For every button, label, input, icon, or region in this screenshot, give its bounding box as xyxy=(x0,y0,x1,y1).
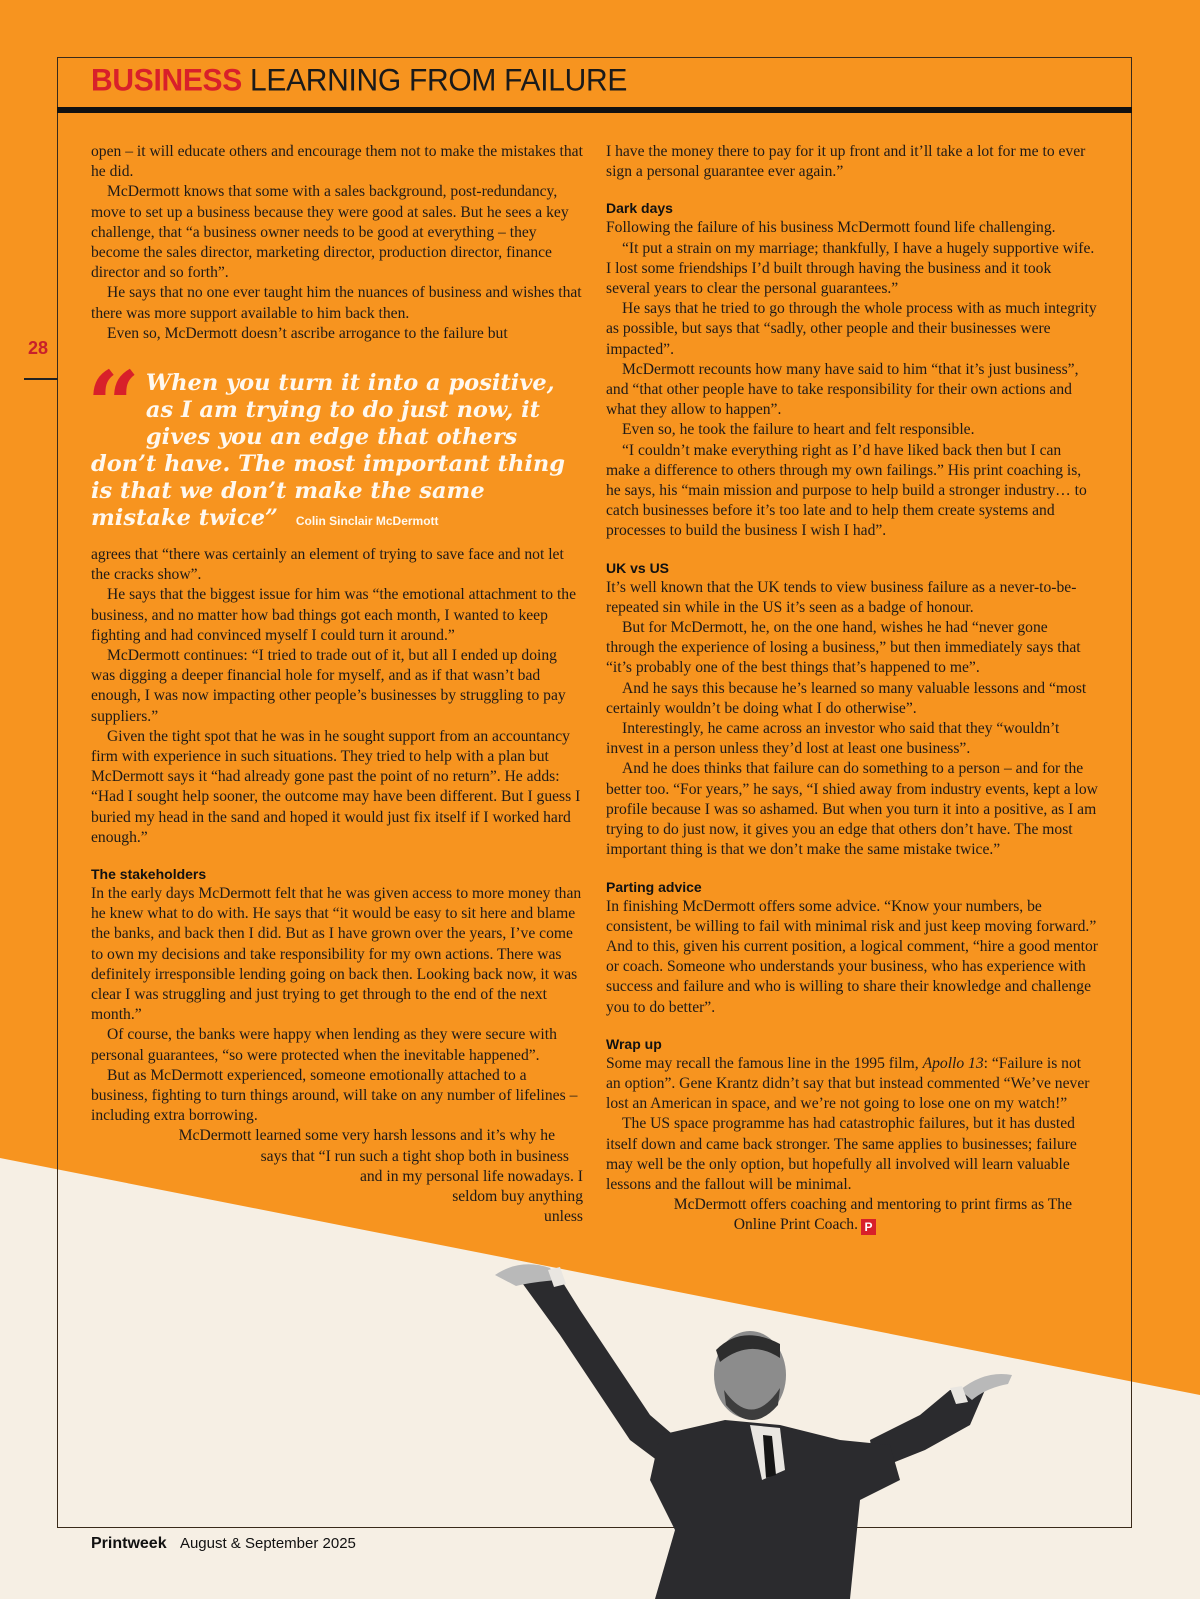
quote-mark-icon: “ xyxy=(87,351,140,459)
body-paragraph: Following the failure of his business McDermott found life challenging. xyxy=(606,219,1056,237)
text-run: : “Failure is not an option”. Gene Krantz didn’t say that but instead commented “We’ve never lost an American in space, and we’re not going to lose one on my watch!” xyxy=(606,1054,1090,1113)
body-paragraph: McDermott continues: “I tried to trade out of it, but all I ended up doing was digging a deeper financial hole for myself, and as if that wasn’t bad enough, I was now impacting other people’s businesses by struggling to pay suppliers.” xyxy=(91,647,566,725)
body-paragraph: He says that the biggest issue for him was “the emotional attachment to the business, and no matter how bad things got each month, I wanted to keep fighting and had convinced myself I could turn it around.” xyxy=(91,586,576,644)
body-paragraph: It’s well known that the UK tends to view business failure as a never-to-be-repeated sin while in the US it’s seen as a badge of honour. xyxy=(606,578,1077,616)
column-1-bottom xyxy=(91,545,583,1228)
body-paragraph: He says that he tried to go through the whole process with as much integrity as possible, but says that “sadly, other people and their businesses were impacted”. xyxy=(606,300,1097,358)
body-paragraph xyxy=(606,1054,1098,1115)
body-paragraph: The US space programme has had catastrophic failures, but it has dusted itself down and came back stronger. The same applies to businesses; failure may well be the only option, but hopefully all involved will learn valuable lessons and the fallout will be minimal. xyxy=(606,1115,1077,1193)
printweek-end-mark-icon: P xyxy=(861,1219,876,1235)
body-paragraph: Of course, the banks were happy when lending as they were secure with personal guarantees, “so were protected when the inevitable happened”. xyxy=(91,1026,557,1064)
subheading-wrap-up: Wrap up xyxy=(606,1035,662,1052)
body-paragraph: Even so, he took the failure to heart and felt responsible. xyxy=(622,421,975,439)
frame-right-line xyxy=(1131,57,1132,1527)
frame-top-line xyxy=(57,57,1132,58)
subheading-parting-advice: Parting advice xyxy=(606,878,702,895)
page-number: 28 xyxy=(28,338,49,358)
section-label: BUSINESS xyxy=(91,63,242,98)
film-title: Apollo 13 xyxy=(922,1054,984,1072)
text-run: Some may recall the famous line in the 1995 film, xyxy=(606,1054,923,1072)
body-paragraph: open – it will educate others and encourage them not to make the mistakes that he did. xyxy=(91,143,583,181)
subheading-dark-days: Dark days xyxy=(606,200,673,217)
pull-quote xyxy=(87,351,581,535)
body-paragraph: But as McDermott experienced, someone emotionally attached to a business, fighting to turn things around, will take on any number of lifelines – including extra borrowing. xyxy=(91,1066,578,1125)
page-number-rule xyxy=(24,378,58,380)
header-rule xyxy=(57,107,1132,113)
body-tail-line: seldom buy anything xyxy=(452,1188,583,1206)
pull-quote-text: When you turn it into a positive, as I am trying to do just now, it gives you an edge that others don’t have. The most important thing is that we don’t make the same mistake twice” xyxy=(91,370,566,531)
body-paragraph: Given the tight spot that he was in he sought support from an accountancy firm with experience in such situations. They tried to help with a plan but McDermott says it “had already gone past the point of no return”. He adds: “Had I sought help sooner, the outcome may have been different. But I guess I buried my head in the sand and hoped it would just fix itself if I worked hard enough.” xyxy=(91,727,581,846)
topic-label: LEARNING FROM FAILURE xyxy=(249,63,628,98)
closing-line: McDermott offers coaching and mentoring to print firms as The xyxy=(673,1196,1072,1214)
body-paragraph: McDermott knows that some with a sales background, post-redundancy, move to set up a business because they were good at sales. But he sees a key challenge, that “a business owner needs to be good at everything – they become the sales director, marketing director, production director, finance director and so forth”. xyxy=(91,183,569,282)
body-paragraph: In finishing McDermott offers some advice. “Know your numbers, be consistent, be willing to fail with minimal risk and just keep moving forward.” And to this, given his current position, a logical comment, “hire a good mentor or coach. Someone who understands your business, who has experience with success and failure and who is willing to share their knowledge and challenge you to do better”. xyxy=(606,897,1098,1016)
column-2 xyxy=(606,142,1098,1236)
body-paragraph: And he does thinks that failure can do something to a person – and for the better too. “For years,” he says, “I shied away from industry events, kept a low profile because I was so ashamed. But when you turn it into a positive, as I am trying to do just now, it gives you an edge that others don’t have. The most important thing is that we don’t make the same mistake twice.” xyxy=(606,760,1098,859)
section-header xyxy=(91,63,627,99)
body-paragraph: But for McDermott, he, on the one hand, wishes he had “never gone through the experience of losing a business,” but then immediately says that “it’s probably one of the best things that’s happened to me”. xyxy=(606,619,1081,677)
footer-issue: August & September 2025 xyxy=(179,1535,356,1552)
body-paragraph: And he says this because he’s learned so many valuable lessons and “most certainly wouldn’t be doing what I do otherwise”. xyxy=(606,679,1087,717)
body-tail-line: and in my personal life nowadays. I xyxy=(359,1167,583,1185)
body-paragraph: “It put a strain on my marriage; thankfully, I have a hugely supportive wife. I lost some friendships I’d built through having the business and it took several years to clear the personal guarantees.” xyxy=(606,239,1095,298)
closing-text: Online Print Coach. xyxy=(733,1216,858,1234)
body-tail-line: says that “I run such a tight shop both in business xyxy=(260,1147,569,1165)
subheading-uk-vs-us: UK vs US xyxy=(606,559,670,576)
body-paragraph: In the early days McDermott felt that he was given access to more money than he knew what to do with. He says that “it would be easy to sit here and blame the banks, and back then I did. But as I have grown over the years, I’ve come to own my decisions and take responsibility for my own actions. There was definitely irresponsible lending going on back then. Looking back now, it was clear I was struggling and just trying to get through to the end of the next month.” xyxy=(91,885,582,1024)
footer-brand: Printweek xyxy=(91,1535,167,1552)
body-paragraph: McDermott recounts how many have said to him “that it’s just business”, and “that other people have to take responsibility for their own actions and what they allow to happen”. xyxy=(606,360,1079,419)
body-paragraph: I have the money there to pay for it up front and it’ll take a lot for me to ever sign a personal guarantee ever again.” xyxy=(606,143,1086,181)
subheading-stakeholders: The stakeholders xyxy=(91,866,207,883)
column-1-top xyxy=(91,142,583,344)
pull-quote-attribution: Colin Sinclair McDermott xyxy=(295,514,439,528)
body-paragraph: He says that no one ever taught him the nuances of business and wishes that there was more support available to him back then. xyxy=(91,284,582,322)
closing-line xyxy=(606,1215,1098,1235)
body-tail-line: unless xyxy=(544,1208,583,1226)
businessman-illustration xyxy=(480,1240,1040,1599)
body-paragraph: Interestingly, he came across an investor who said that they “wouldn’t invest in a person unless they’d lost at least one business”. xyxy=(606,720,1060,758)
body-paragraph: agrees that “there was certainly an element of trying to save face and not let the cracks show”. xyxy=(91,546,564,584)
body-paragraph: “I couldn’t make everything right as I’d have liked back then but I can make a difference to others through my own failings.” His print coaching is, he says, his “main mission and purpose to help build a stronger industry… to catch businesses before it’s too late and to help them create systems and processes to build the business I wish I had”. xyxy=(606,441,1087,540)
frame-left-line xyxy=(57,57,58,1527)
body-tail-line: McDermott learned some very harsh lessons and it’s why he xyxy=(178,1127,555,1145)
body-paragraph: Even so, McDermott doesn’t ascribe arrogance to the failure but xyxy=(107,324,508,342)
page-footer xyxy=(91,1535,356,1553)
